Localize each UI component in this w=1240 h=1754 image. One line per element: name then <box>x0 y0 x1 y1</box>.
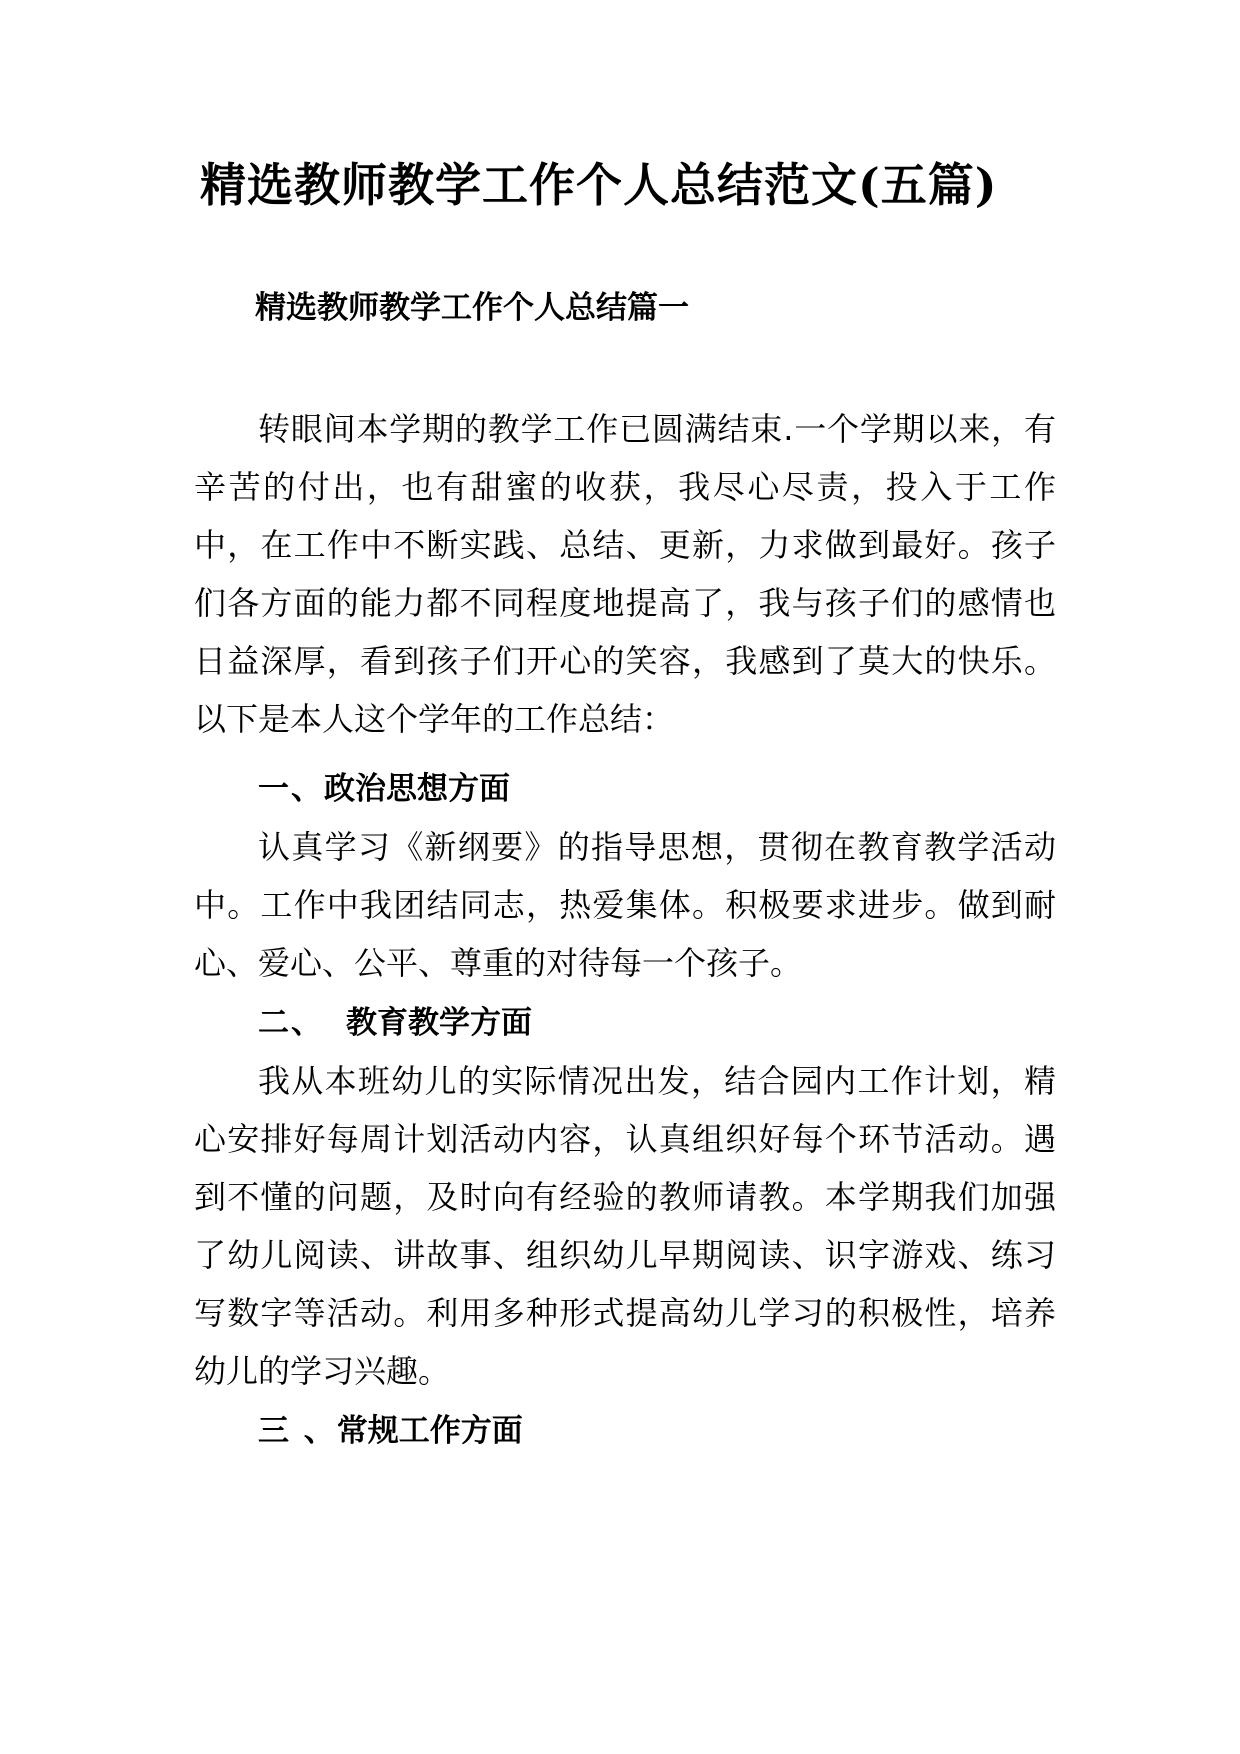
heading-political-thought <box>258 760 510 818</box>
paragraph-teaching: 我从本班幼儿的实际情况出发，结合园内工作计划，精心安排好每周计划活动内容，认真组织好每个环节活动。遇到不懂的问题，及时向有经验的教师请教。本学期我们加强了幼儿阅读、讲故事、组织幼儿早期阅读、识字游戏、练习写数字等活动。利用多种形式提高幼儿学习的积极性，培养幼儿的学习兴趣。 <box>194 1062 1056 1390</box>
heading-number: 三 、 <box>258 1413 337 1449</box>
heading-label: 政治思想方面 <box>324 771 510 807</box>
heading-routine-work <box>258 1402 523 1460</box>
intro-paragraph: 转眼间本学期的教学工作已圆满结束.一个学期以来，有辛苦的付出，也有甜蜜的收获，我尽心尽责，投入于工作中，在工作中不断实践、总结、更新，力求做到最好。孩子们各方面的能力都不同程度地提高了，我与孩子们的感情也日益深厚，看到孩子们开心的笑容，我感到了莫大的快乐。以下是本人这个学年的工作总结： <box>194 410 1056 738</box>
heading-number: 二、 <box>258 1005 324 1041</box>
heading-label: 常规工作方面 <box>336 1413 523 1449</box>
heading-number: 一、 <box>258 771 324 807</box>
heading-label: 教育教学方面 <box>346 1005 532 1041</box>
paragraph-political-thought: 认真学习《新纲要》的指导思想，贯彻在教育教学活动中。工作中我团结同志，热爱集体。积极要求进步。做到耐心、爱心、公平、尊重的对待每一个孩子。 <box>194 828 1056 982</box>
heading-teaching <box>258 994 532 1052</box>
section-title: 精选教师教学工作个人总结篇一 <box>255 290 689 326</box>
document-title: 精选教师教学工作个人总结范文(五篇) <box>200 158 998 212</box>
